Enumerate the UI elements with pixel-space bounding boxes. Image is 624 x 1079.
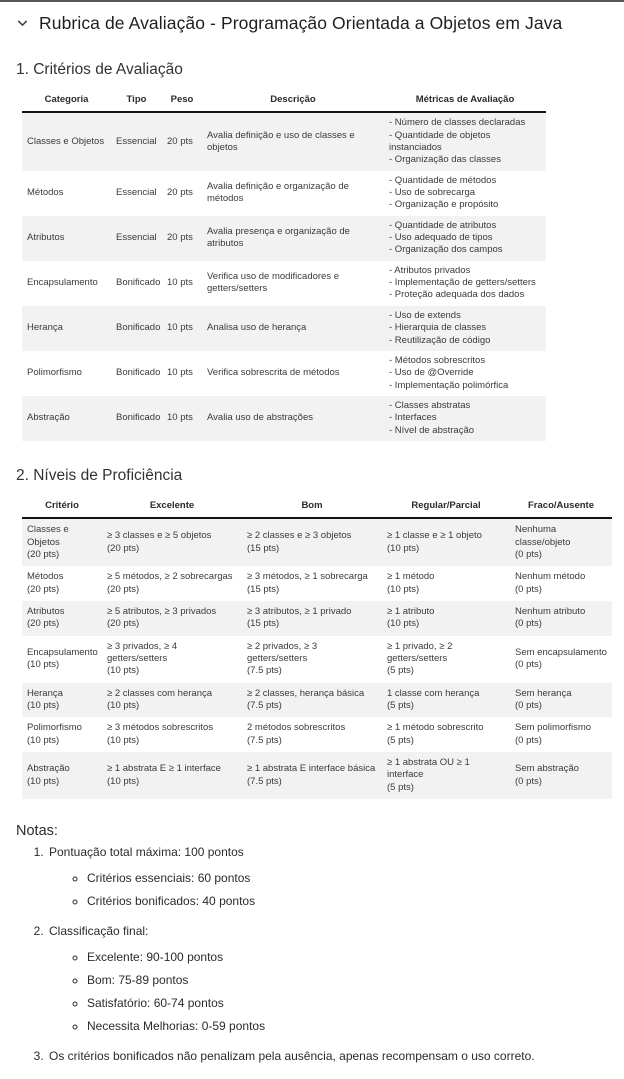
cell-line: (10 pts) (107, 734, 140, 746)
table-row (22, 601, 612, 636)
cell-level (510, 636, 612, 683)
cell-descricao: Avalia uso de abstrações (202, 396, 384, 441)
metric-line: - Classes abstratas (389, 399, 471, 411)
cell-level (510, 683, 612, 718)
cell-line: (5 pts) (387, 734, 414, 746)
cell-line: (0 pts) (515, 775, 542, 787)
criteria-table-body (22, 112, 546, 441)
cell-level (102, 518, 242, 566)
proficiency-table-header-row (22, 497, 612, 518)
proficiency-column-header: Excelente (102, 497, 242, 518)
table-row (22, 518, 612, 566)
note-sublist (49, 950, 624, 1033)
table-row (22, 566, 612, 601)
cell-level (102, 683, 242, 718)
proficiency-table (22, 497, 612, 799)
notes-list (0, 845, 624, 1063)
cell-metricas (384, 261, 546, 306)
cell-level (242, 717, 382, 752)
criteria-column-header: Métricas de Avaliação (384, 91, 546, 112)
cell-line: (10 pts) (387, 542, 420, 554)
cell-line: (20 pts) (27, 618, 60, 630)
cell-line: Sem abstração (515, 763, 579, 775)
cell-line: ≥ 2 classes, herança básica (247, 687, 365, 699)
cell-line: (10 pts) (27, 734, 60, 746)
cell-line: ≥ 1 classe e ≥ 1 objeto (387, 530, 482, 542)
note-sublist (49, 871, 624, 908)
cell-descricao: Avalia presença e organização de atributos (202, 216, 384, 261)
cell-level (22, 683, 102, 718)
table-row (22, 112, 546, 170)
note-item (47, 924, 624, 1033)
cell-line: (10 pts) (27, 700, 60, 712)
cell-line: (5 pts) (387, 700, 414, 712)
cell-line: ≥ 1 método (387, 571, 435, 583)
cell-line: Atributos (27, 605, 65, 617)
cell-line: (0 pts) (515, 734, 542, 746)
cell-level (510, 566, 612, 601)
cell-metricas (384, 396, 546, 441)
cell-line: Métodos (27, 571, 64, 583)
metric-line: - Implementação polimórfica (389, 379, 509, 391)
cell-tipo: Bonificado (111, 396, 162, 441)
cell-line: (0 pts) (515, 583, 542, 595)
metric-line: - Organização e propósito (389, 199, 499, 211)
table-row (22, 752, 612, 799)
cell-level (22, 717, 102, 752)
cell-line: ≥ 2 classes e ≥ 3 objetos (247, 530, 352, 542)
metric-line: - Uso de @Override (389, 367, 474, 379)
cell-line: Sem polimorfismo (515, 722, 592, 734)
cell-level (382, 518, 510, 566)
cell-peso: 10 pts (167, 277, 193, 289)
cell-line: ≥ 5 métodos, ≥ 2 sobrecargas (107, 571, 233, 583)
cell-line: Sem herança (515, 687, 572, 699)
table-row (22, 261, 546, 306)
metric-line: - Proteção adequada dos dados (389, 289, 525, 301)
cell-peso: 10 pts (167, 367, 193, 379)
proficiency-column-header: Fraco/Ausente (510, 497, 612, 518)
metric-line: - Métodos sobrescritos (389, 354, 486, 366)
proficiency-column-header: Regular/Parcial (382, 497, 510, 518)
cell-descricao: Verifica uso de modificadores e getters/setters (207, 270, 340, 295)
metric-line: - Quantidade de atributos (389, 219, 497, 231)
cell-line: (0 pts) (515, 548, 542, 560)
cell-line: (0 pts) (515, 659, 542, 671)
cell-line: (20 pts) (107, 618, 140, 630)
cell-peso: 10 pts (162, 396, 202, 441)
criteria-section-heading: 1. Critérios de Avaliação (16, 61, 183, 78)
cell-line: (10 pts) (27, 659, 60, 671)
cell-level (102, 566, 242, 601)
cell-line: Nenhuma classe/objeto (515, 524, 571, 548)
note-item-text: Classificação final: (49, 924, 149, 939)
cell-line: Sem encapsulamento (515, 646, 607, 658)
cell-line: Herança (27, 687, 63, 699)
cell-metricas (384, 112, 546, 170)
cell-categoria: Abstração (22, 396, 111, 441)
cell-categoria: Herança (22, 306, 111, 351)
document (0, 2, 624, 1063)
cell-line: (5 pts) (387, 665, 414, 677)
cell-level (242, 683, 382, 718)
cell-line: Classes e Objetos (27, 524, 69, 548)
cell-line: ≥ 3 métodos, ≥ 1 sobrecarga (247, 571, 368, 583)
note-item (47, 845, 624, 908)
note-subitem: ◦ Satisfatório: 60-74 pontos (87, 996, 624, 1010)
cell-descricao: Analisa uso de herança (202, 306, 384, 351)
metric-line: - Quantidade de objetos instanciados (389, 129, 491, 154)
cell-categoria: Polimorfismo (27, 367, 82, 379)
cell-line: ≥ 1 método sobrescrito (387, 722, 484, 734)
cell-line: (20 pts) (27, 548, 60, 560)
table-row (22, 351, 546, 396)
criteria-table (22, 91, 546, 441)
cell-line: (5 pts) (387, 781, 414, 793)
metric-line: - Quantidade de métodos (389, 174, 497, 186)
cell-level (242, 752, 382, 799)
cell-level (382, 683, 510, 718)
cell-line: (20 pts) (107, 583, 140, 595)
cell-line: ≥ 5 atributos, ≥ 3 privados (107, 605, 217, 617)
criteria-column-header: Tipo (111, 91, 162, 112)
cell-peso: 20 pts (162, 216, 202, 261)
cell-tipo: Bonificado (111, 306, 162, 351)
note-subitem: ◦ Critérios essenciais: 60 pontos (87, 871, 624, 885)
metric-line: - Uso de sobrecarga (389, 187, 476, 199)
proficiency-column-header: Critério (22, 497, 102, 518)
cell-level (382, 636, 510, 683)
cell-categoria: Métodos (27, 187, 64, 199)
cell-tipo: Essencial (111, 216, 162, 261)
cell-level (22, 518, 102, 566)
note-item-text: Pontuação total máxima: 100 pontos (49, 845, 244, 860)
criteria-column-header: Descrição (202, 91, 384, 112)
cell-line: 1 classe com herança (387, 687, 480, 699)
metric-line: - Número de classes declaradas (389, 117, 526, 129)
cell-line: ≥ 2 classes com herança (107, 687, 213, 699)
cell-level (242, 636, 382, 683)
cell-line: (20 pts) (27, 583, 60, 595)
cell-level (510, 752, 612, 799)
cell-level (510, 717, 612, 752)
cell-level (382, 566, 510, 601)
note-item (47, 1049, 624, 1063)
proficiency-column-header: Bom (242, 497, 382, 518)
metric-line: - Implementação de getters/setters (389, 277, 536, 289)
cell-line: (10 pts) (387, 618, 420, 630)
cell-line: ≥ 2 privados, ≥ 3 getters/setters (247, 640, 318, 664)
cell-line: ≥ 3 atributos, ≥ 1 privado (247, 605, 352, 617)
cell-peso: 20 pts (167, 187, 193, 199)
note-subitem: ◦ Critérios bonificados: 40 pontos (87, 894, 624, 908)
cell-metricas (384, 216, 546, 261)
cell-peso: 10 pts (162, 306, 202, 351)
cell-metricas (384, 306, 546, 351)
cell-line: (10 pts) (387, 583, 420, 595)
cell-descricao: Avalia definição e uso de classes e objetos (202, 112, 384, 170)
cell-line: (10 pts) (107, 665, 140, 677)
cell-line: Nenhum método (515, 571, 586, 583)
metric-line: - Hierarquia de classes (389, 322, 487, 334)
cell-line: (10 pts) (27, 775, 60, 787)
cell-level (102, 752, 242, 799)
cell-line: ≥ 3 classes e ≥ 5 objetos (107, 530, 212, 542)
cell-line: (0 pts) (515, 700, 542, 712)
cell-line: (7.5 pts) (247, 665, 282, 677)
cell-level (382, 752, 510, 799)
cell-line: ≥ 1 atributo (387, 605, 435, 617)
cell-line: (20 pts) (107, 542, 140, 554)
note-item-text: Os critérios bonificados não penalizam pela ausência, apenas recompensam o uso correto. (49, 1049, 535, 1064)
cell-metricas (384, 171, 546, 216)
cell-categoria: Classes e Objetos (22, 112, 111, 170)
criteria-column-header: Categoria (22, 91, 111, 112)
cell-categoria: Encapsulamento (27, 277, 98, 289)
cell-line: (10 pts) (107, 775, 140, 787)
table-row (22, 683, 612, 718)
cell-descricao: Verifica sobrescrita de métodos (207, 367, 340, 379)
cell-level (510, 601, 612, 636)
table-row (22, 717, 612, 752)
notes-heading: Notas: (16, 823, 58, 840)
cell-line: ≥ 1 abstrata E ≥ 1 interface (107, 763, 221, 775)
cell-peso: 20 pts (162, 112, 202, 170)
note-subitem: ◦ Bom: 75-89 pontos (87, 973, 624, 987)
metric-line: - Organização dos campos (389, 244, 503, 256)
cell-metricas (384, 351, 546, 396)
cell-line: ≥ 3 métodos sobrescritos (107, 722, 214, 734)
cell-level (510, 518, 612, 566)
criteria-column-header: Peso (162, 91, 202, 112)
cell-line: Polimorfismo (27, 722, 82, 734)
metric-line: - Organização das classes (389, 154, 501, 166)
proficiency-section-heading: 2. Níveis de Proficiência (16, 466, 183, 484)
cell-line: (15 pts) (247, 583, 280, 595)
cell-line: Nenhum atributo (515, 605, 586, 617)
cell-line: (15 pts) (247, 542, 280, 554)
metric-line: - Uso adequado de tipos (389, 232, 493, 244)
cell-line: (15 pts) (247, 618, 280, 630)
cell-line: ≥ 1 privado, ≥ 2 getters/setters (387, 640, 453, 664)
note-subitem: ◦ Excelente: 90-100 pontos (87, 950, 624, 964)
cell-level (242, 601, 382, 636)
cell-level (242, 566, 382, 601)
table-row (22, 216, 546, 261)
cell-level (22, 636, 102, 683)
table-row (22, 306, 546, 351)
cell-level (382, 717, 510, 752)
cell-line: (7.5 pts) (247, 700, 282, 712)
cell-line: ≥ 3 privados, ≥ 4 getters/setters (107, 640, 178, 664)
cell-level (22, 752, 102, 799)
page-title: Rubrica de Avaliação - Programação Orientada a Objetos em Java (39, 13, 563, 33)
cell-tipo: Essencial (111, 112, 162, 170)
table-row (22, 396, 546, 441)
cell-level (102, 601, 242, 636)
cell-level (22, 601, 102, 636)
cell-tipo: Essencial (116, 187, 157, 199)
chevron-down-icon[interactable] (15, 17, 29, 31)
cell-level (102, 636, 242, 683)
cell-line: (7.5 pts) (247, 775, 282, 787)
cell-line: Encapsulamento (27, 646, 98, 658)
cell-line: ≥ 1 abstrata OU ≥ 1 interface (387, 757, 470, 781)
cell-categoria: Atributos (22, 216, 111, 261)
cell-tipo: Bonificado (116, 367, 161, 379)
cell-line: (0 pts) (515, 618, 542, 630)
proficiency-table-body (22, 518, 612, 799)
metric-line: - Nível de abstração (389, 424, 475, 436)
cell-tipo: Bonificado (116, 277, 161, 289)
metric-line: - Reutilização de código (389, 334, 491, 346)
cell-line: 2 métodos sobrescritos (247, 722, 346, 734)
table-row (22, 171, 546, 216)
collapsible-section-header (0, 2, 624, 34)
cell-level (22, 566, 102, 601)
metric-line: - Uso de extends (389, 309, 461, 321)
cell-line: (10 pts) (107, 700, 140, 712)
cell-descricao: Avalia definição e organização de métodos (207, 180, 349, 205)
cell-level (102, 717, 242, 752)
cell-line: ≥ 1 abstrata E interface básica (247, 763, 376, 775)
note-subitem: ◦ Necessita Melhorias: 0-59 pontos (87, 1019, 624, 1033)
metric-line: - Interfaces (389, 412, 437, 424)
criteria-table-header-row (22, 91, 546, 112)
cell-level (242, 518, 382, 566)
cell-level (382, 601, 510, 636)
cell-line: Abstração (27, 763, 70, 775)
cell-line: (7.5 pts) (247, 734, 282, 746)
table-row (22, 636, 612, 683)
metric-line: - Atributos privados (389, 264, 471, 276)
